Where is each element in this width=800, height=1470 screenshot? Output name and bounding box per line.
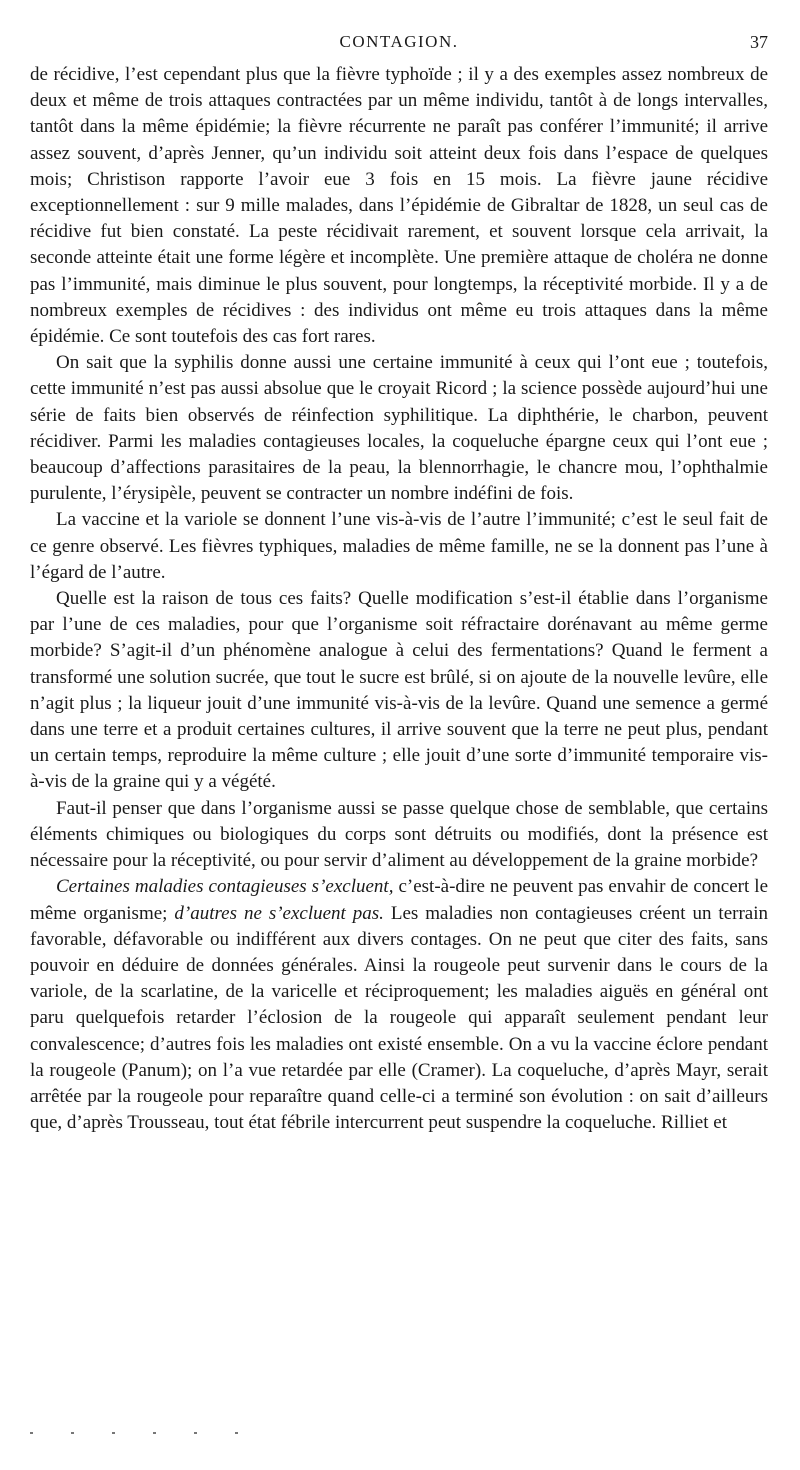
page-header xyxy=(30,30,768,58)
paragraph-exclusion xyxy=(30,874,768,1136)
book-page xyxy=(30,30,768,1136)
paragraph-fermentation: Quelle est la raison de tous ces faits? Quelle modification s’est-il établie dans l’organisme par l’une de ces maladies, pour que l’organisme soit réfractaire dorénavant au même germe morbide? S’agit-il d’un phénomène analogue à celui des fermentations? Quand le ferment a transformé une solution sucrée, que tout le sucre est brûlé, si on ajoute de la nouvelle levûre, elle n’agit plus ; la liqueur jouit d’une immunité vis-à-vis de la levûre. Quand une semence a germé dans une terre et a produit certaines cultures, il arrive souvent que la terre ne peut plus, pendant un certain temps, reproduire la même culture ; elle jouit d’une sorte d’immunité temporaire vis-à-vis de la graine qui y a végété. xyxy=(30,588,768,793)
paragraph-organism: Faut-il penser que dans l’organisme aussi se passe quelque chose de semblable, que certains éléments chimiques ou biologiques du corps sont détruits ou modifiés, dont la présence est nécessaire pour la réceptivité, ou pour servir d’aliment au développement de la graine morbide? xyxy=(30,797,768,872)
print-specks xyxy=(30,1432,330,1438)
text-run-1: c’est-à-dire ne peuvent pas envahir de concert le même organisme; xyxy=(30,876,768,924)
text-run-2: Les maladies non contagieuses créent un terrain favorable, défavorable ou indifférent aux divers contages. On ne peut que citer des faits, sans pouvoir en déduire de données générales. Ainsi la rougeole peut survenir dans le cours de la variole, de la scarlatine, de la varicelle et réciproquement; les maladies aiguës en général ont paru quelquefois retarder l’éclosion de la rougeole qui apparaît seulement pendant leur convalescence; d’autres fois les maladies ont existé ensemble. On a vu la vaccine éclore pendant la rougeole (Panum); on l’a vue retardée par elle (Cramer). La coqueluche, d’après Mayr, serait arrêtée par la rougeole pour reparaître quand celle-ci a terminé son évolution : on sait d’ailleurs que, d’après Trousseau, tout état fébrile intercurrent peut suspendre la coqueluche. Rilliet et xyxy=(30,902,768,1134)
body-text xyxy=(30,62,768,1136)
paragraph-continuation: de récidive, l’est cependant plus que la fièvre typhoïde ; il y a des exemples assez nombreux de deux et même de trois attaques contractées par un même individu, tantôt à de longs intervalles, tantôt dans la même épidémie; la fièvre récurrente ne paraît pas conférer l’immunité; il arrive assez souvent, d’après Jenner, qu’un individu soit atteint deux fois dans l’espace de quelques mois; Christison rapporte l’avoir eue 3 fois en 15 mois. La fièvre jaune récidive exceptionnellement : sur 9 mille malades, dans l’épidémie de Gibraltar de 1828, un seul cas de récidive fut bien constaté. La peste récidivait rarement, et souvent lorsque cela arrivait, la seconde atteinte était une forme légère et incomplète. Une première attaque de choléra ne donne pas l’immunité, mais diminue le plus souvent, pour longtemps, la réceptivité morbide. Il y a de nombreux exemples de récidives : des individus ont même eu trois attaques dans la même épidémie. Ce sont toutefois des cas fort rares. xyxy=(30,64,768,348)
italic-phrase-exclusion: Certaines maladies contagieuses s’excluent, xyxy=(56,876,394,898)
page-number: 37 xyxy=(750,32,768,52)
running-head: CONTAGION. xyxy=(339,32,459,51)
paragraph-syphilis: On sait que la syphilis donne aussi une certaine immunité à ceux qui l’ont eue ; toutefois, cette immunité n’est pas aussi absolue que le croyait Ricord ; la science possède aujourd’hui une série de faits bien observés de réinfection syphilitique. La diphthérie, le charbon, peuvent récidiver. Parmi les maladies contagieuses locales, la coqueluche épargne ceux qui l’ont eue ; beaucoup d’affections parasitaires de la peau, la blennorrhagie, le chancre mou, l’ophthalmie purulente, l’érysipèle, peuvent se contracter un nombre indéfini de fois. xyxy=(30,352,768,505)
italic-phrase-no-exclusion: d’autres ne s’excluent pas. xyxy=(174,902,384,924)
speck xyxy=(71,1432,74,1434)
speck xyxy=(112,1432,115,1434)
speck xyxy=(30,1432,33,1434)
speck xyxy=(194,1432,197,1434)
speck xyxy=(235,1432,238,1434)
paragraph-vaccine: La vaccine et la variole se donnent l’une vis-à-vis de l’autre l’immunité; c’est le seul fait de ce genre observé. Les fièvres typhiques, maladies de même famille, ne se la donnent pas l’une à l’égard de l’autre. xyxy=(30,509,768,583)
speck xyxy=(153,1432,156,1434)
